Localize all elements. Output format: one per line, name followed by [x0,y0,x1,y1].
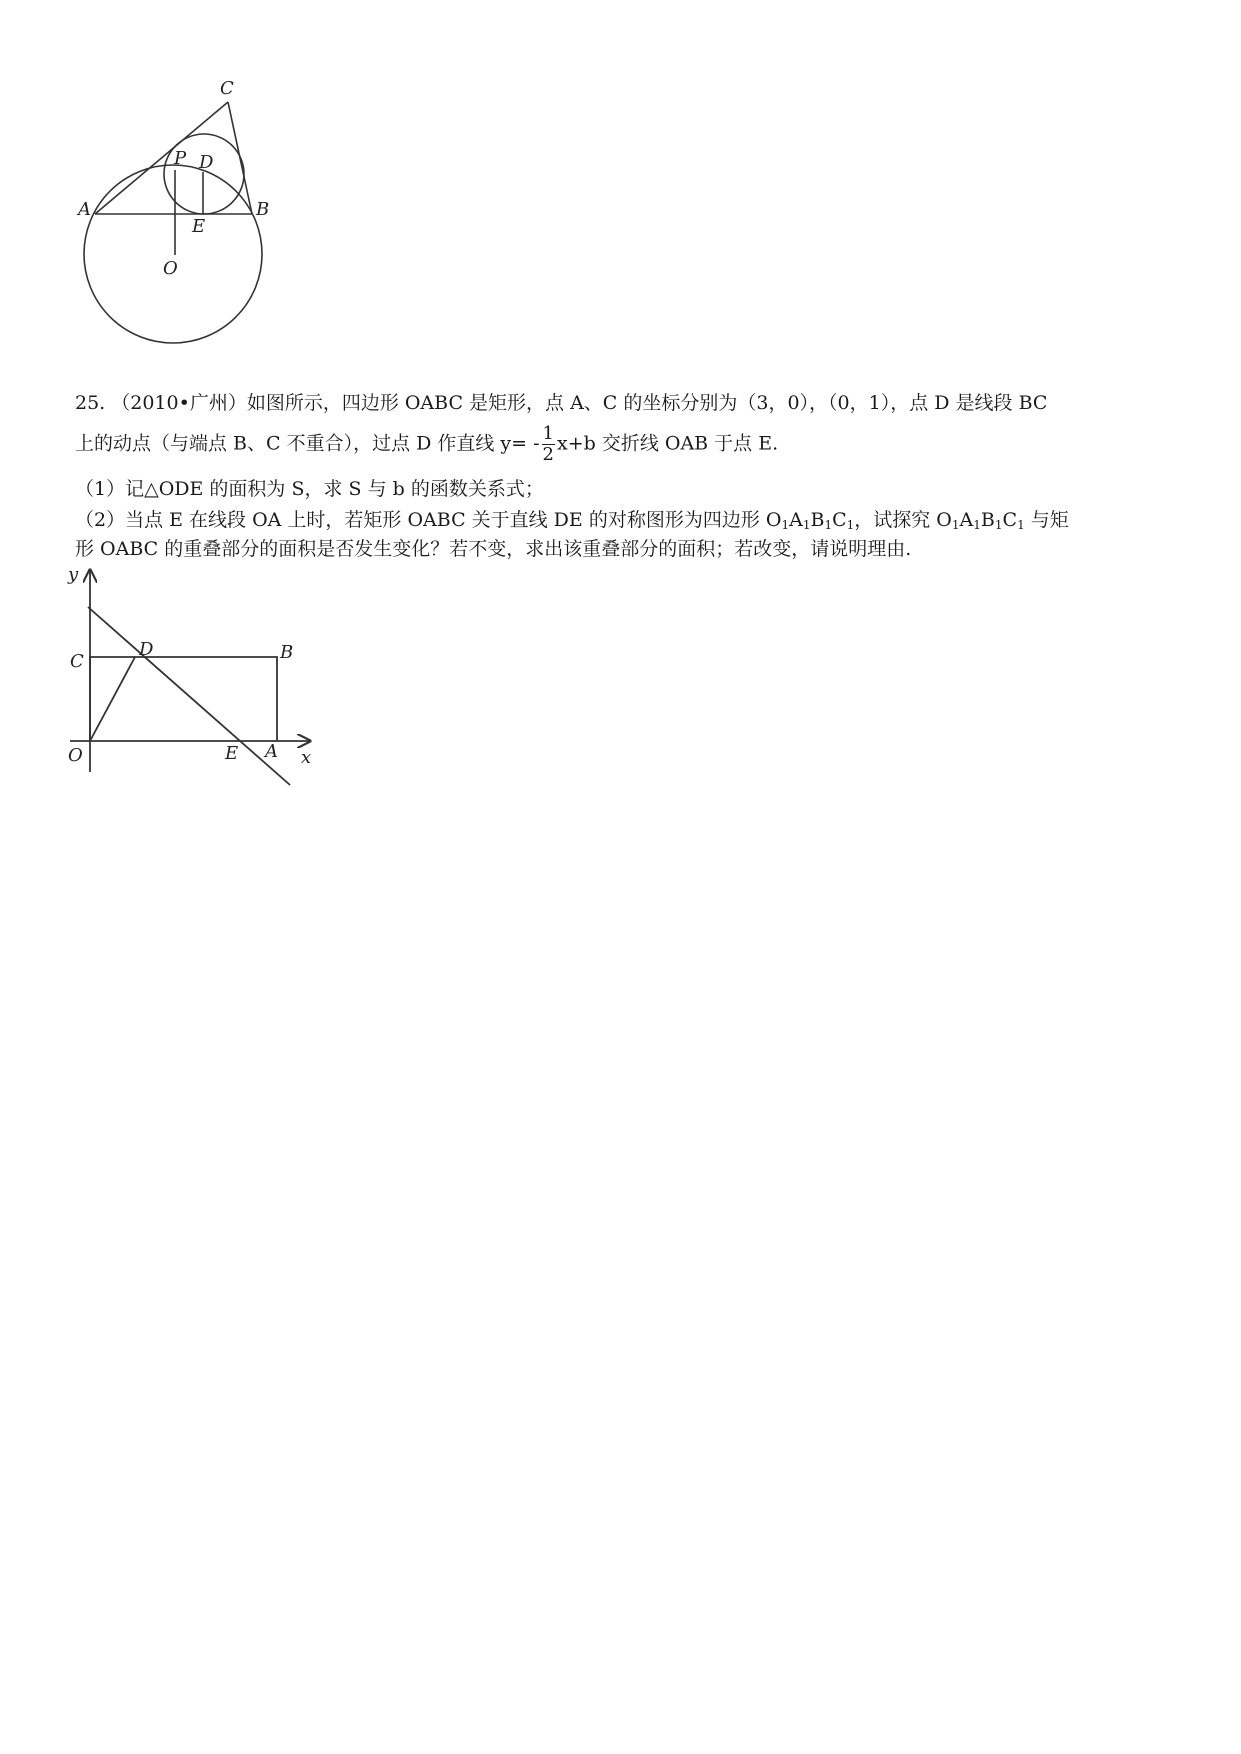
label-C: C [70,651,84,672]
problem-line-2: 上的动点（与端点 B、C 不重合），过点 D 作直线 y= - $\frac{1}{2}$ x+b 交折线 OAB 于点 E. [75,423,779,465]
problem-line-1: 25. （2010•广州）如图所示，四边形 OABC 是矩形，点 A、C 的坐标分别为（3，0），（0，1），点 D 是线段 BC [75,392,1048,414]
label-y: y [68,564,79,585]
part-1: （1）记△ODE 的面积为 S，求 S 与 b 的函数关系式； [75,478,544,500]
label-B: B [256,199,270,220]
label-B: B [280,642,294,663]
segment-OD [90,657,135,741]
fraction-one-half: $\frac{1}{2}$ [542,423,554,465]
part-2-line-2: 形 OABC 的重叠部分的面积是否发生变化？若不变，求出该重叠部分的面积；若改变，请说明理由. [75,538,912,560]
label-E: E [192,216,206,237]
line-DE [88,607,290,785]
label-x: x [301,747,312,768]
label-O: O [163,258,178,279]
segment-CB [228,102,252,214]
label-C: C [220,78,234,99]
label-D: D [199,152,214,173]
label-O: O [68,745,83,766]
label-P: P [174,148,187,169]
label-E: E [225,743,239,764]
label-D: D [139,639,154,660]
rectangle-OABC [90,657,277,741]
part-2-line-1: （2）当点 E 在线段 OA 上时，若矩形 OABC 关于直线 DE 的对称图形为四边形 $O_1A_1B_1C_1$，试探究 $O_1A_1B_1C_1$ 与矩 [75,509,1069,532]
figure-rectangle-coordinate [60,560,330,795]
label-A: A [78,199,91,220]
figure-circle-triangle [70,70,310,360]
big-circle [84,165,262,343]
label-A: A [265,741,278,762]
